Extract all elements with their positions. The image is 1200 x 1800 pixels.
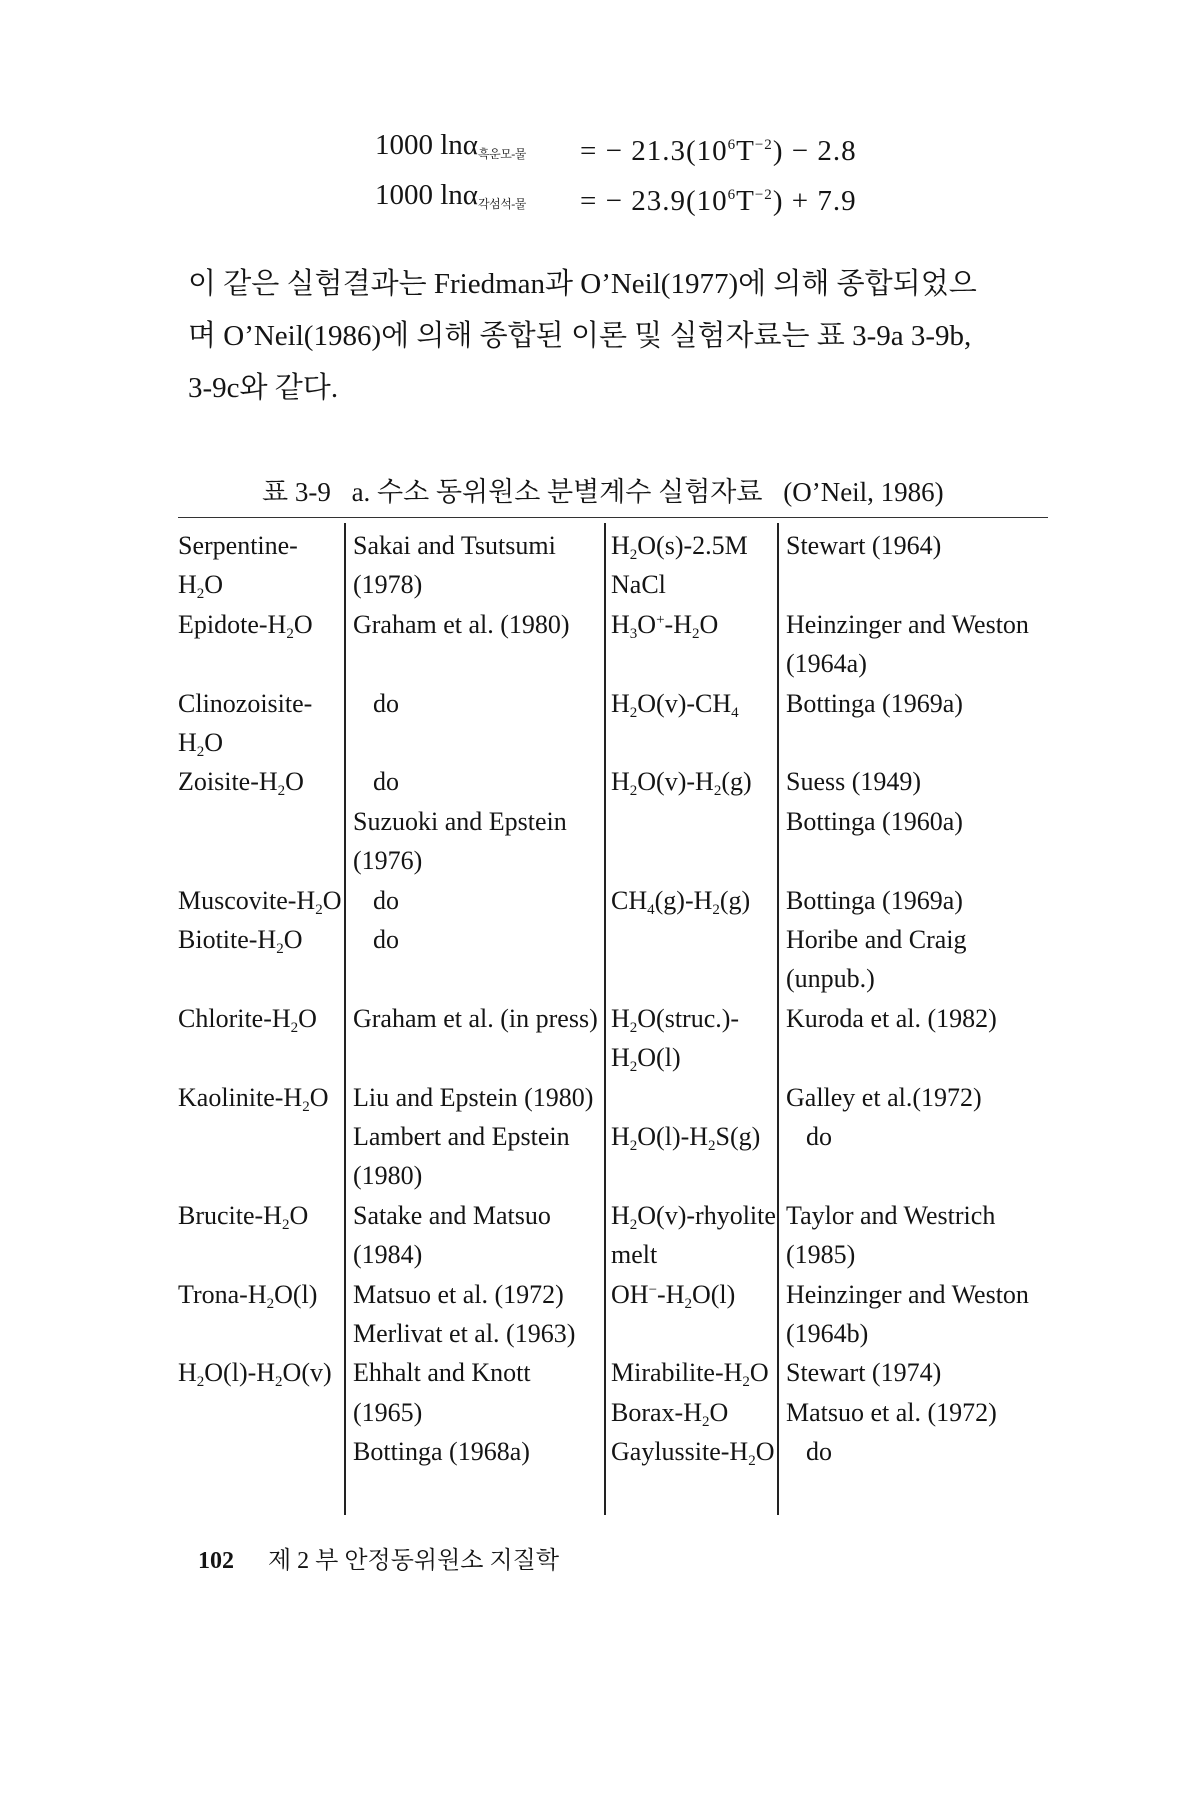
- table-cell: Heinzinger and Weston: [786, 609, 1029, 639]
- equations-block: [375, 120, 975, 220]
- table-cell: Brucite-$H_2O$: [178, 1200, 309, 1233]
- table-cell: do: [373, 688, 399, 718]
- table-cell: $H_2O(l)-H_2O(v)$: [178, 1358, 332, 1391]
- table-cell: Bottinga (1960a): [786, 806, 963, 836]
- table-cell: Borax-$H_2O$: [611, 1397, 729, 1430]
- table-cell: Trona-$H_2O(l)$: [178, 1279, 318, 1312]
- table-cell: Stewart (1974): [786, 1358, 942, 1388]
- table-cell: Ehhalt and Knott: [353, 1358, 531, 1388]
- exponent: 6: [727, 187, 737, 203]
- table-cell: (1985): [786, 1240, 856, 1270]
- table-cell: Muscovite-$H_2O$: [178, 885, 342, 918]
- table-cell: Chlorite-$H_2O$: [178, 1003, 317, 1036]
- equation-rhs: = − 23.9(10: [580, 185, 728, 217]
- table-cell: $H_2O(l)$: [611, 1043, 681, 1076]
- column-divider: [344, 523, 346, 1515]
- body-paragraph: [188, 258, 1058, 414]
- table-caption: [262, 470, 958, 509]
- table-cell: Matsuo et al. (1972): [353, 1279, 564, 1309]
- table-cell: NaCl: [611, 570, 666, 600]
- table-cell: $H_2O$: [178, 570, 224, 603]
- table-cell: Bottinga (1968a): [353, 1437, 530, 1467]
- table-cell: $H_2O(v)-CH_4$: [611, 688, 739, 721]
- table-cell: Galley et al.(1972): [786, 1082, 982, 1112]
- exponent: −2: [754, 187, 773, 203]
- page-footer: [198, 1540, 559, 1575]
- table-cell: do: [806, 1122, 832, 1151]
- paragraph-line: 며 O’Neil(1986)에 의해 종합된 이론 및 실험자료는 표 3-9a 3-9b,: [188, 320, 972, 352]
- table-cell: Merlivat et al. (1963): [353, 1319, 576, 1348]
- table-cell: Satake and Matsuo: [353, 1200, 551, 1230]
- table-cell: (1976): [353, 846, 423, 876]
- table-cell: Liu and Epstein (1980): [353, 1082, 594, 1112]
- table-cell: Kaolinite-$H_2O$: [178, 1082, 329, 1115]
- table-cell: (1964b): [786, 1319, 869, 1348]
- table-cell: Sakai and Tsutsumi: [353, 531, 556, 560]
- equation-lhs: 1000 lnα: [375, 179, 479, 211]
- equation-lhs: 1000 lnα: [375, 129, 479, 161]
- table-cell: Mirabilite-$H_2O$: [611, 1358, 769, 1391]
- table-cell: $H_2O(v)$-rhyolite: [611, 1200, 776, 1233]
- table-cell: (1984): [353, 1240, 423, 1270]
- table-cell: Lambert and Epstein: [353, 1122, 570, 1151]
- table-cell: (1965): [353, 1397, 423, 1427]
- table-cell: (1964a): [786, 649, 867, 679]
- equation-subscript: 흑운모-물: [478, 147, 526, 161]
- table-cell: $OH^--H_2O(l)$: [611, 1279, 736, 1312]
- table-cell: Suzuoki and Epstein: [353, 806, 567, 836]
- paragraph-line: 3-9c와 같다.: [188, 372, 339, 404]
- table-title: a. 수소 동위원소 분별계수 실험자료: [351, 477, 763, 507]
- table-cell: do: [373, 925, 399, 954]
- table-cell: do: [806, 1437, 832, 1467]
- table-cell: Horibe and Craig: [786, 925, 967, 954]
- paragraph-line: 이 같은 실험결과는 Friedman과 O’Neil(1977)에 의해 종합되었으: [188, 268, 977, 300]
- table-cell: (unpub.): [786, 964, 875, 994]
- table-cell: Bottinga (1969a): [786, 885, 963, 915]
- equation-2: [375, 170, 975, 220]
- equation-rhs: ) − 2.8: [772, 135, 857, 167]
- table-cell: $H_2O(l)-H_2S(g)$: [611, 1122, 761, 1154]
- table-cell: Graham et al. (in press): [353, 1003, 598, 1033]
- table-cell: do: [373, 767, 399, 797]
- table-cell: Epidote-$H_2O$: [178, 609, 313, 642]
- table-cell: $H_2O$: [178, 728, 224, 760]
- table-cell: $H_2O(s)-2.5M$: [611, 531, 748, 563]
- table-cell: Graham et al. (1980): [353, 609, 570, 639]
- table-cell: Clinozoisite-: [178, 688, 313, 718]
- table-cell: Serpentine-: [178, 531, 298, 560]
- column-divider: [604, 523, 606, 1515]
- table-cell: $H_3O^+-H_2O$: [611, 609, 719, 642]
- equation-subscript: 각섬석-물: [478, 197, 526, 211]
- table-source: (O’Neil, 1986): [783, 477, 944, 507]
- table-cell: Matsuo et al. (1972): [786, 1397, 997, 1427]
- exponent: 6: [727, 137, 737, 153]
- page-number: 102: [198, 1548, 234, 1574]
- table-cell: melt: [611, 1240, 658, 1270]
- running-footer-title: 제 2 부 안정동위원소 지질학: [268, 1548, 560, 1574]
- column-divider: [777, 523, 779, 1515]
- table-cell: (1978): [353, 570, 423, 600]
- table-cell: Bottinga (1969a): [786, 688, 963, 718]
- table-cell: Stewart (1964): [786, 531, 942, 560]
- data-table: [178, 517, 1048, 1517]
- table-cell: Taylor and Westrich: [786, 1200, 996, 1230]
- table-cell: $H_2O(v)-H_2(g)$: [611, 767, 752, 800]
- equation-rhs: T: [736, 185, 755, 217]
- equation-rhs: = − 21.3(10: [580, 135, 728, 167]
- table-cell: $H_2O(struc.)-$: [611, 1003, 740, 1036]
- equation-1: [375, 120, 975, 170]
- table-cell: Gaylussite-$H_2O$: [611, 1437, 775, 1470]
- table-number: 표 3-9: [262, 477, 331, 507]
- equation-rhs: T: [736, 135, 755, 167]
- table-cell: Suess (1949): [786, 767, 922, 797]
- equation-rhs: ) + 7.9: [772, 185, 857, 217]
- table-cell: Zoisite-$H_2O$: [178, 767, 304, 800]
- table-cell: do: [373, 885, 399, 915]
- exponent: −2: [754, 137, 773, 153]
- table-cell: (1980): [353, 1161, 423, 1191]
- table-cell: Heinzinger and Weston: [786, 1279, 1029, 1309]
- table-cell: Biotite-$H_2O$: [178, 925, 303, 957]
- table-top-rule: [178, 517, 1048, 518]
- table-cell: $CH_4(g)-H_2(g)$: [611, 885, 751, 918]
- table-cell: Kuroda et al. (1982): [786, 1003, 997, 1033]
